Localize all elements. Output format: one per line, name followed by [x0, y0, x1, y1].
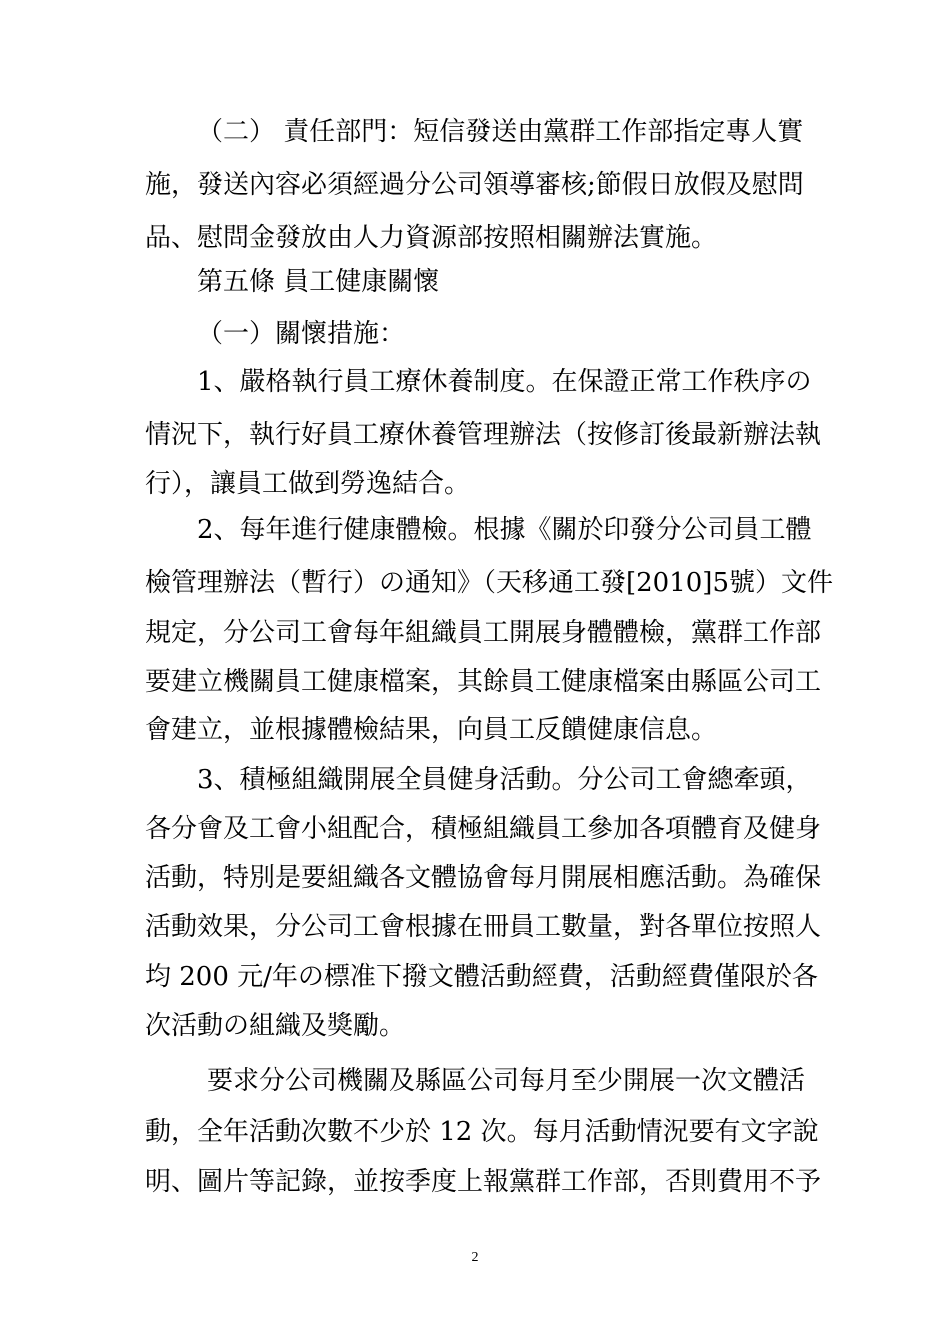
page-number: 2 — [471, 1250, 479, 1265]
text-line: 行），讓員工做到勞逸結合。 — [145, 469, 471, 499]
subsection-heading: （一）關懷措施： — [197, 319, 406, 349]
text-line: 活動，特別是要組織各文體協會每月開展相應活動。為確保 — [145, 863, 822, 893]
text-line: 1、嚴格執行員工療休養制度。在保證正常工作秩序の — [197, 367, 812, 397]
text-line: 次活動の組織及獎勵。 — [145, 1011, 406, 1041]
text-line: 2、每年進行健康體檢。根據《關於印發分公司員工體 — [197, 515, 812, 545]
section-heading: 第五條 員工健康關懷 — [197, 267, 440, 297]
text-line: 規定，分公司工會每年組織員工開展身體體檢，黨群工作部 — [145, 618, 822, 648]
text-line: 均 200 元/年の標准下撥文體活動經費，活動經費僅限於各 — [145, 962, 818, 992]
text-line: 活動效果，分公司工會根據在冊員工數量，對各單位按照人 — [145, 912, 822, 942]
text-line: 各分會及工會小組配合，積極組織員工參加各項體育及健身 — [145, 814, 822, 844]
text-line: 3、積極組織開展全員健身活動。分公司工會總牽頭， — [197, 765, 812, 795]
text-line: 品、慰問金發放由人力資源部按照相關辦法實施。 — [145, 223, 718, 253]
text-line: 要求分公司機關及縣區公司每月至少開展一次文體活 — [207, 1066, 806, 1096]
text-line: 檢管理辦法（暫行）の通知》（天移通工發[2010]5號）文件 — [145, 568, 833, 598]
text-line: 施，發送內容必須經過分公司領導審核;節假日放假及慰問 — [145, 170, 804, 200]
text-line: 動，全年活動次數不少於 12 次。每月活動情況要有文字說 — [145, 1117, 819, 1147]
text-line: （二） 責任部門：短信發送由黨群工作部指定專人實 — [197, 117, 804, 147]
text-line: 明、圖片等記錄，並按季度上報黨群工作部，否則費用不予 — [145, 1167, 822, 1197]
text-line: 會建立，並根據體檢結果，向員工反饋健康信息。 — [145, 715, 718, 745]
text-line: 要建立機關員工健康檔案，其餘員工健康檔案由縣區公司工 — [145, 667, 822, 697]
text-line: 情況下，執行好員工療休養管理辦法（按修訂後最新辦法執 — [145, 420, 822, 450]
